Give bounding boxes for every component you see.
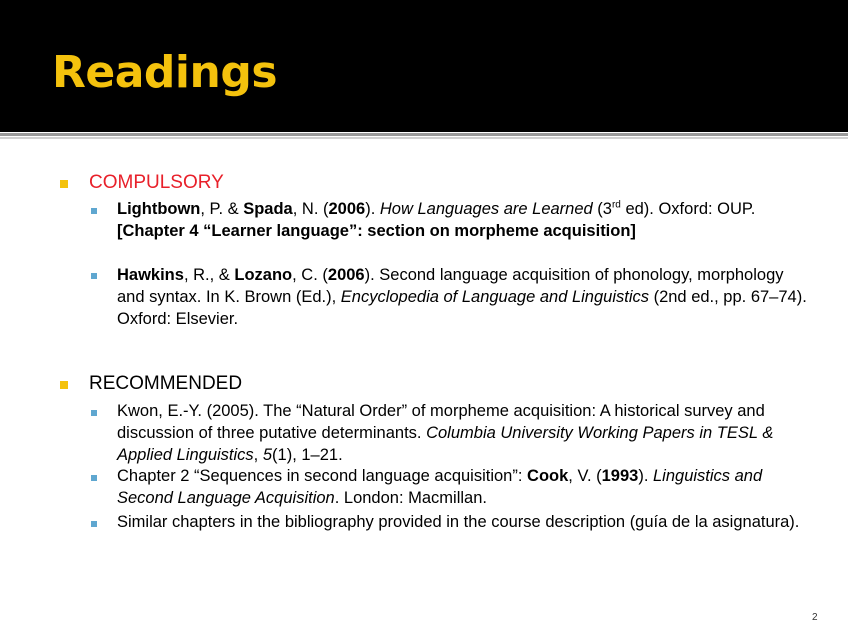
text: ). Second language acquisition of phonology, morphology and syntax. In K. Brown (Ed.),	[117, 266, 784, 306]
reference-lightbown	[117, 198, 807, 242]
item-bullet-icon	[91, 475, 97, 481]
reference-hawkins	[117, 264, 807, 330]
item-bullet-icon	[91, 521, 97, 527]
compulsory-heading: COMPULSORY	[89, 172, 224, 193]
text: , P. &	[200, 200, 244, 218]
text: ).	[638, 467, 653, 485]
text: , N. (	[292, 200, 329, 218]
text: Kwon, E.-Y. (2005). The “Natural Order” of morpheme acquisition: A historical survey and discussion of three putative determinants.	[117, 402, 765, 442]
author: Lozano	[234, 266, 293, 284]
section-bullet-icon	[60, 180, 68, 188]
author: Cook	[527, 467, 569, 485]
book-title: How Languages are Learned	[379, 200, 593, 218]
book-title: Linguistics and Second Language Acquisition	[117, 467, 763, 507]
text: , C. (	[292, 266, 328, 284]
section-bullet-icon	[60, 381, 68, 389]
reference-kwon	[117, 400, 807, 466]
recommended-heading: RECOMMENDED	[89, 373, 243, 394]
text: ).	[365, 200, 380, 218]
year: 2006	[328, 200, 366, 218]
text: (3	[592, 200, 612, 218]
text: (2nd ed., pp. 67–74). Oxford: Elsevier.	[117, 288, 807, 328]
text: . London: Macmillan.	[334, 489, 487, 507]
page-number: 2	[812, 612, 818, 623]
volume: 5	[262, 446, 273, 464]
text: , V. (	[568, 467, 602, 485]
text: , R., &	[183, 266, 235, 284]
author: Hawkins	[117, 266, 184, 284]
text: Chapter 2 “Sequences in second language acquisition”:	[117, 467, 528, 485]
text: ,	[253, 446, 263, 464]
text: (1), 1–21.	[272, 446, 343, 464]
item-bullet-icon	[91, 208, 97, 214]
chapter-note: [Chapter 4 “Learner language”: section on morpheme acquisition]	[117, 222, 636, 240]
journal-title: Columbia University Working Papers in TESL & Applied Linguistics	[117, 424, 774, 464]
author: Lightbown	[117, 200, 201, 218]
year: 1993	[601, 467, 639, 485]
year: 2006	[327, 266, 365, 284]
text: ed). Oxford: OUP.	[620, 200, 756, 218]
author: Spada	[243, 200, 293, 218]
slide-title: Readings	[52, 47, 278, 98]
reference-similar-chapters: Similar chapters in the bibliography provided in the course description (guía de la asignatura).	[117, 513, 800, 531]
item-bullet-icon	[91, 410, 97, 416]
reference-cook	[117, 465, 807, 509]
superscript: rd	[611, 199, 621, 211]
item-bullet-icon	[91, 273, 97, 279]
book-title: Encyclopedia of Language and Linguistics	[340, 288, 649, 306]
